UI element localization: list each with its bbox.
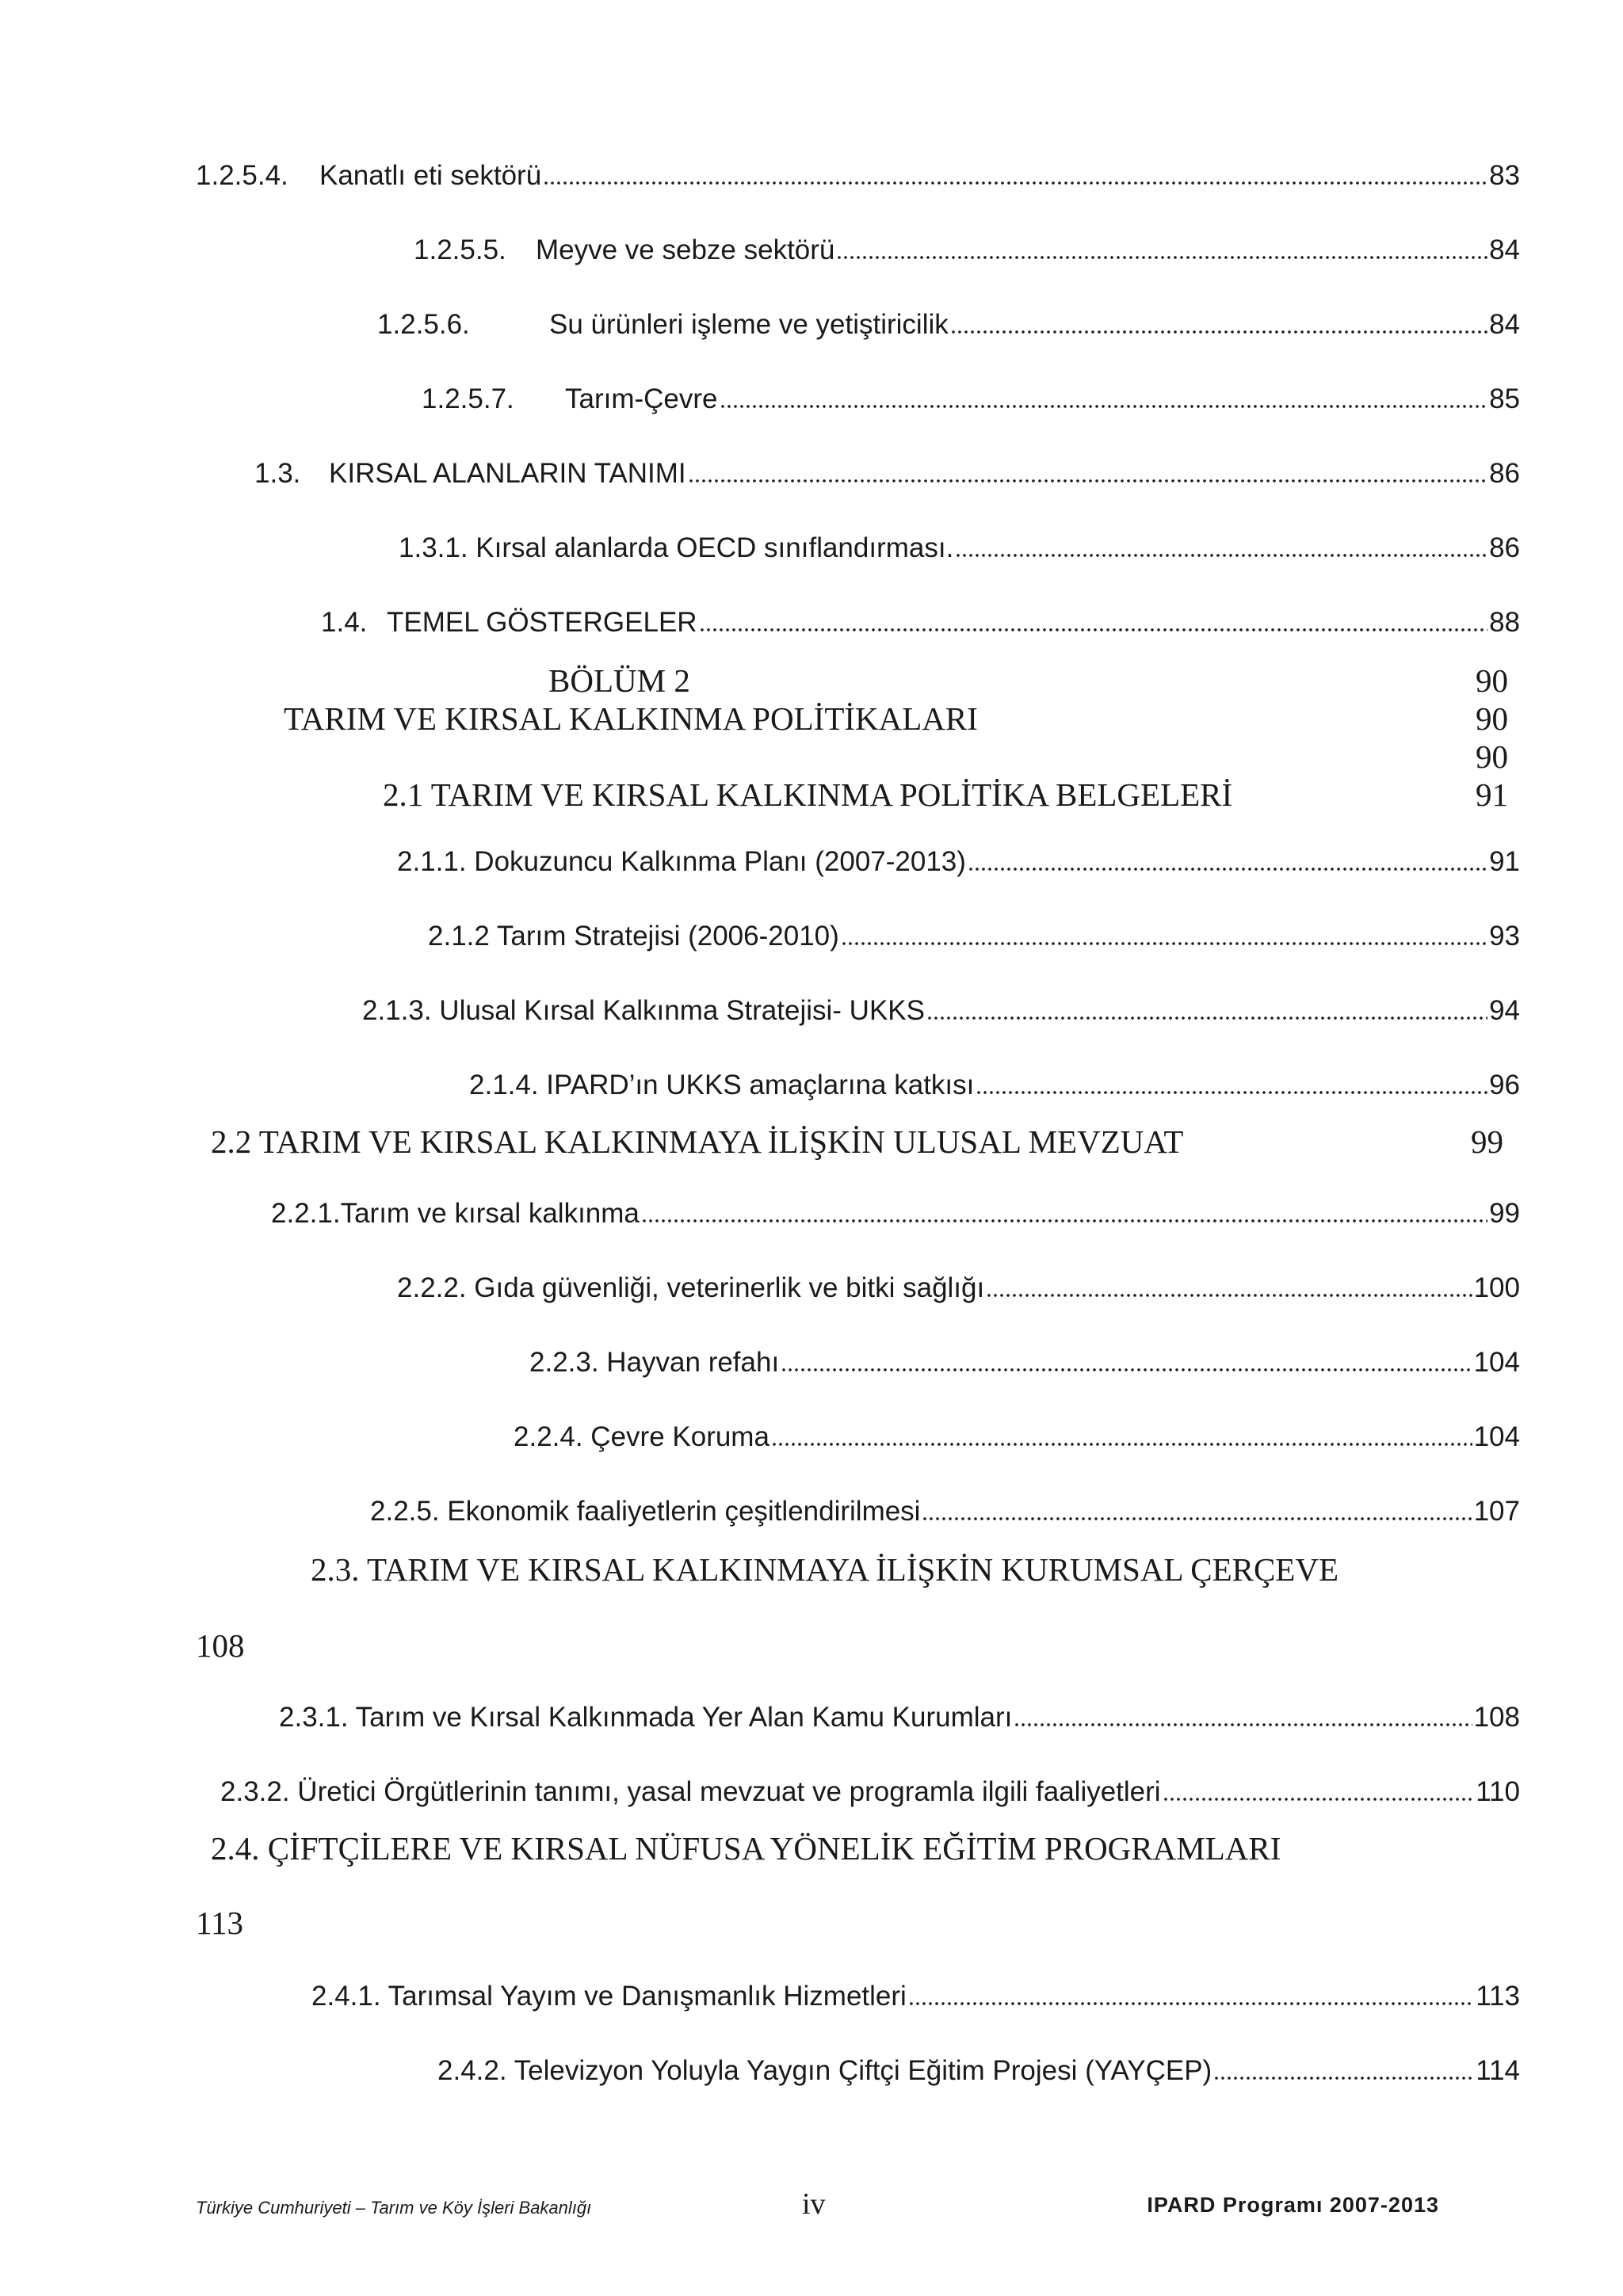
toc-entry[interactable] [399, 524, 1520, 564]
dot-leader [841, 940, 1487, 947]
toc-page-number: 84 [1489, 309, 1520, 340]
toc-page-number: 107 [1473, 1496, 1520, 1527]
toc-entry[interactable] [428, 913, 1520, 952]
toc-entry[interactable] [271, 1190, 1520, 1230]
toc-page-number: 96 [1489, 1070, 1520, 1100]
toc-number: 1.2.5.6. [377, 309, 470, 340]
toc-entry[interactable] [414, 227, 1520, 266]
toc-page-number: 104 [1473, 1347, 1520, 1378]
dot-leader [1014, 1722, 1472, 1728]
toc-entry[interactable] [362, 987, 1520, 1027]
dot-leader [955, 552, 1487, 559]
toc-entry[interactable] [196, 152, 1520, 192]
toc-page-number: 104 [1473, 1421, 1520, 1452]
toc-title: Tarım-Çevre [565, 383, 718, 414]
toc-page-number: 83 [1489, 160, 1520, 191]
toc-page-number: 93 [1489, 921, 1520, 952]
toc-number: 1.4. [321, 607, 368, 638]
toc-title: 2.1.1. Dokuzuncu Kalkınma Planı (2007-2013) [397, 846, 966, 877]
dot-leader [908, 2000, 1474, 2007]
toc-title: 2.3.2. Üretici Örgütlerinin tanımı, yasal mevzuat ve programla ilgili faaliyetleri [220, 1776, 1161, 1807]
dot-leader [986, 1292, 1472, 1299]
chapter-title-page-number: 90 [1476, 700, 1508, 737]
toc-title: 2.3.1. Tarım ve Kırsal Kalkınmada Yer Alan Kamu Kurumları [279, 1702, 1013, 1733]
section-heading[interactable]: 2.2 TARIM VE KIRSAL KALKINMAYA İLİŞKİN ULUSAL MEVZUAT [211, 1123, 1184, 1160]
toc-title: 2.2.4. Çevre Koruma [514, 1421, 769, 1452]
toc-entry[interactable] [279, 1694, 1520, 1733]
toc-entry[interactable] [397, 1264, 1520, 1304]
dot-leader [976, 1089, 1487, 1096]
toc-entry[interactable] [469, 1062, 1520, 1101]
dot-leader [968, 866, 1487, 872]
toc-page-number: 86 [1489, 458, 1520, 489]
toc-entry[interactable] [254, 450, 1520, 490]
toc-title: 2.1.4. IPARD’ın UKKS amaçlarına katkısı [469, 1070, 975, 1100]
toc-number: 1.3. [254, 458, 301, 489]
toc-title: 2.1.3. Ulusal Kırsal Kalkınma Stratejisi- UKKS [362, 995, 925, 1026]
toc-number: 1.2.5.4. [196, 160, 288, 191]
dot-leader [836, 254, 1487, 261]
extra-page-number: 90 [1476, 738, 1508, 775]
toc-entry[interactable] [311, 1973, 1520, 2012]
dot-leader [641, 1218, 1487, 1224]
dot-leader [950, 329, 1487, 335]
section-page-number: 108 [196, 1627, 245, 1664]
toc-page-number: 85 [1489, 383, 1520, 414]
toc-page-number: 84 [1489, 235, 1520, 265]
toc-number: 1.2.5.7. [422, 383, 514, 414]
toc-title: 2.4.1. Tarımsal Yayım ve Danışmanlık Hizmetleri [311, 1981, 907, 2012]
toc-page-number: 108 [1473, 1702, 1520, 1733]
toc-entry[interactable] [437, 2047, 1520, 2087]
toc-entry[interactable] [529, 1339, 1520, 1379]
toc-entry[interactable] [220, 1768, 1520, 1808]
chapter-heading[interactable]: BÖLÜM 2 [548, 662, 690, 699]
toc-title: KIRSAL ALANLARIN TANIMI [329, 458, 686, 489]
toc-page-number: 94 [1489, 995, 1520, 1026]
toc-page-number: 86 [1489, 532, 1520, 563]
toc-title: TEMEL GÖSTERGELER [387, 607, 697, 638]
dot-leader [1163, 1796, 1475, 1802]
dot-leader [781, 1367, 1472, 1373]
dot-leader [1213, 2075, 1474, 2081]
toc-page-number: 100 [1473, 1272, 1520, 1303]
toc-number: 1.2.5.5. [414, 235, 506, 265]
section-page-number: 99 [1471, 1123, 1503, 1160]
footer-ministry: Türkiye Cumhuriyeti – Tarım ve Köy İşleri Bakanlığı [196, 2198, 592, 2218]
toc-page-number: 91 [1489, 846, 1520, 877]
section-heading[interactable]: 2.1 TARIM VE KIRSAL KALKINMA POLİTİKA BELGELERİ [383, 776, 1233, 813]
dot-leader [771, 1441, 1472, 1447]
section-heading[interactable]: 2.3. TARIM VE KIRSAL KALKINMAYA İLİŞKİN KURUMSAL ÇERÇEVE [311, 1551, 1339, 1588]
toc-title: 2.2.3. Hayvan refahı [529, 1347, 780, 1378]
toc-page-number: 99 [1489, 1198, 1520, 1229]
dot-leader [926, 1015, 1487, 1021]
toc-entry[interactable] [514, 1413, 1520, 1453]
toc-title: Su ürünleri işleme ve yetiştiricilik [549, 309, 949, 340]
dot-leader [688, 478, 1487, 484]
toc-entry[interactable] [397, 838, 1520, 878]
toc-title: 2.2.2. Gıda güvenliği, veterinerlik ve bitki sağlığı [397, 1272, 985, 1303]
toc-entry[interactable] [377, 301, 1520, 341]
chapter-title[interactable]: TARIM VE KIRSAL KALKINMA POLİTİKALARI [284, 700, 978, 737]
footer-program: IPARD Programı 2007-2013 [1147, 2193, 1439, 2217]
footer-page-number: iv [802, 2187, 826, 2221]
section-page-number: 91 [1476, 776, 1508, 813]
toc-entry[interactable] [321, 599, 1520, 639]
toc-page-number: 113 [1476, 1981, 1520, 2012]
toc-title: 1.3.1. Kırsal alanlarda OECD sınıflandırması. [399, 532, 954, 563]
toc-page-number: 110 [1476, 1776, 1520, 1807]
dot-leader [699, 627, 1488, 633]
toc-page-number: 88 [1489, 607, 1520, 638]
toc-title: Meyve ve sebze sektörü [536, 235, 835, 265]
toc-title: 2.4.2. Televizyon Yoluyla Yaygın Çiftçi Eğitim Projesi (YAYÇEP) [437, 2055, 1212, 2086]
dot-leader [720, 403, 1488, 410]
chapter-page-number: 90 [1476, 662, 1508, 699]
section-page-number: 113 [196, 1905, 243, 1941]
toc-title: 2.2.5. Ekonomik faaliyetlerin çeşitlendirilmesi [370, 1496, 921, 1527]
toc-title: Kanatlı eti sektörü [319, 160, 542, 191]
toc-page-number: 114 [1476, 2055, 1520, 2086]
toc-entry[interactable] [422, 376, 1520, 415]
toc-title: 2.1.2 Tarım Stratejisi (2006-2010) [428, 921, 839, 952]
section-heading[interactable]: 2.4. ÇİFTÇİLERE VE KIRSAL NÜFUSA YÖNELİK EĞİTİM PROGRAMLARI [211, 1830, 1281, 1867]
toc-entry[interactable] [370, 1488, 1520, 1527]
dot-leader [922, 1516, 1472, 1522]
toc-title: 2.2.1.Tarım ve kırsal kalkınma [271, 1198, 640, 1229]
dot-leader [543, 180, 1487, 186]
